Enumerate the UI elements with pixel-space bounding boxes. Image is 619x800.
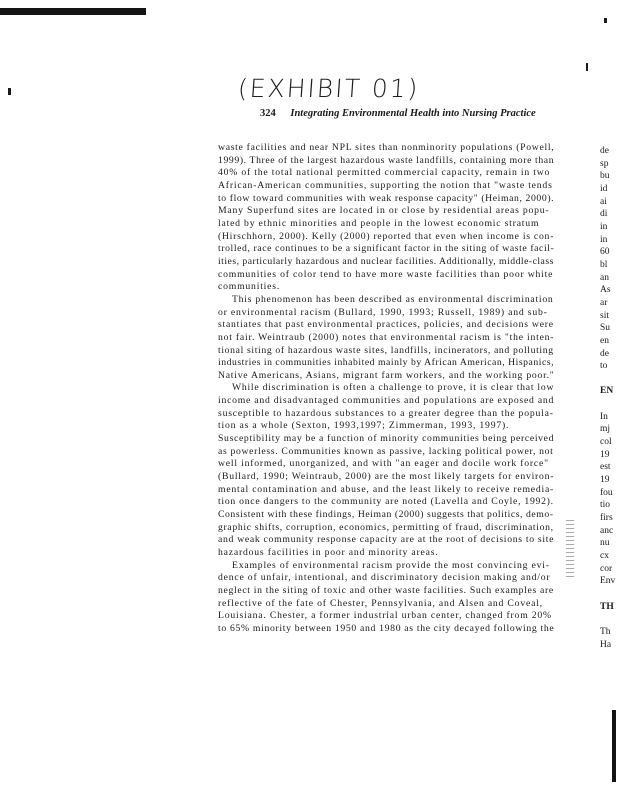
text-line: Native Americans, Asians, migrant farm workers, and the working poor." [218, 369, 555, 381]
text-line: ities, particularly hazardous and nuclear facilities. Additionally, middle-class [218, 255, 554, 267]
text-line: mental contamination and abuse, and the least likely to receive remedia- [218, 483, 555, 495]
fragment: de [600, 348, 609, 359]
fragment: id [600, 183, 608, 194]
fragment: Env [600, 576, 616, 587]
fragment: firs [600, 513, 613, 524]
exhibit-label: (EXHIBIT 01) [236, 74, 421, 103]
page-number: 324 [260, 108, 276, 119]
book-title: Integrating Environmental Health into Nursing Practice [290, 108, 536, 119]
fragment: en [600, 335, 609, 346]
text-line: to flow toward communities with weak response capacity" (Heiman, 2000). [218, 192, 555, 204]
text-line: Many Superfund sites are located in or close by residential areas popu- [218, 205, 550, 217]
text-line: graphic shifts, corruption, economics, permitting of fraud, discrimination, [218, 521, 554, 533]
text-line: 40% of the total national permitted commercial capacity, remain in two [218, 167, 551, 179]
fragment: an [600, 272, 609, 283]
fragment: 19 [600, 449, 610, 460]
scan-speck [586, 63, 588, 71]
text-line: trolled, race continues to be a significant factor in the siting of waste facil- [218, 243, 555, 255]
fragment: cx [600, 551, 609, 561]
text-line: African-American communities, supporting the notion that "waste tends [218, 179, 553, 191]
text-line: 1999). Three of the largest hazardous waste landfills, containing more than [218, 154, 555, 166]
text-line: waste facilities and near NPL sites than nonminority populations (Powell, [218, 142, 555, 153]
fragment: EN [600, 386, 614, 397]
text-line: or environmental racism (Bullard, 1990, 1993; Russell, 1989) and sub- [218, 306, 548, 318]
text-line: lated by ethnic minorities and people in the lowest economic stratum [218, 217, 540, 229]
text-line: communities of color tend to have more waste facilities than poor white [218, 268, 554, 280]
facing-page-fragments [600, 145, 619, 651]
text-line: income and disadvantaged communities and populations are exposed and [218, 395, 555, 407]
text-line: hazardous facilities in poor and minority areas. [218, 547, 439, 558]
text-line: susceptible to hazardous substances to a greater degree than the popula- [218, 407, 554, 419]
fragment: ar [600, 297, 608, 308]
body-text [218, 142, 554, 636]
text-line: tional siting of hazardous waste sites, landfills, incinerators, and polluting [218, 344, 554, 356]
fragment: de [600, 146, 609, 156]
fragment: est [600, 462, 611, 473]
fragment: to [600, 361, 608, 372]
text-line: This phenomenon has been described as environmental discrimination [232, 293, 554, 305]
fragment: ai [600, 196, 607, 207]
fragment: Ha [600, 639, 612, 650]
text-line: and weak community response capacity are at the root of decisions to site [218, 534, 555, 546]
fragment: nu [600, 538, 610, 549]
text-line: neglect in the siting of toxic and other waste facilities. Such examples are [218, 584, 554, 596]
fragment: TH [600, 601, 614, 612]
fragment: sp [600, 158, 609, 169]
fragment [600, 398, 619, 411]
text-line: Susceptibility may be a function of minority communities being perceived [218, 433, 555, 445]
text-line: communities. [218, 281, 281, 293]
fragment [600, 373, 619, 386]
fragment: fou [600, 487, 613, 498]
text-line: Louisiana. Chester, a former industrial urban center, changed from 20% [218, 610, 552, 622]
fragment: col [600, 437, 612, 448]
fragment: di [600, 209, 608, 220]
scan-edge-bar [612, 710, 616, 782]
fragment: in [600, 234, 608, 245]
text-line: not fair. Weintraub (2000) notes that environmental racism is "the inten- [218, 331, 555, 343]
text-line: tion once dangers to the community are noted (Lavella and Coyle, 1992). [218, 496, 554, 508]
fragment [600, 588, 619, 601]
fragment: anc [600, 525, 614, 536]
fragment: mj [600, 424, 611, 435]
fragment: bu [600, 171, 610, 182]
fragment: tio [600, 500, 611, 511]
scan-speck [604, 18, 607, 23]
text-line: to 65% minority between 1950 and 1980 as the city decayed following the [218, 622, 555, 634]
fragment: bl [600, 259, 608, 270]
fragment: In [600, 411, 608, 422]
text-line: (Bullard, 1990; Weintraub, 2000) are the most likely targets for environ- [218, 471, 555, 483]
fragment [600, 613, 619, 626]
text-line: dence of unfair, intentional, and discriminatory decision making and/or [218, 572, 551, 584]
text-line: industries in communities inhabited mainly by African American, Hispanics, [218, 357, 555, 369]
text-line: reflective of the fate of Chester, Pennsylvania, and Alsen and Coveal, [218, 597, 543, 609]
fragment: in [600, 221, 608, 232]
fragment: Th [600, 626, 611, 637]
fragment: cor [600, 563, 613, 574]
text-line: tion as a whole (Sexton, 1993,1997; Zimmerman, 1993, 1997). [218, 420, 510, 432]
text-line: Consistent with these findings, Heiman (2000) suggests that politics, demo- [218, 509, 554, 521]
text-line: (Hirschhorn, 2000). Kelly (2000) reported that even when income is con- [218, 230, 555, 242]
text-line: stantiates that past environmental practices, policies, and decisions were [218, 319, 554, 331]
text-line: well informed, unorganized, and with "an eager and docile work force" [218, 458, 549, 470]
scan-gutter-noise [566, 520, 574, 580]
fragment: 60 [600, 247, 610, 258]
text-line: While discrimination is often a challenge to prove, it is clear that low [232, 382, 555, 394]
fragment: sit [600, 310, 609, 321]
fragment: Su [600, 323, 611, 334]
text-line: as powerless. Communities known as passive, lacking political power, not [218, 445, 554, 457]
fragment: 19 [600, 475, 610, 486]
scan-speck [8, 88, 11, 95]
running-head [260, 108, 536, 119]
fragment: As [600, 285, 611, 296]
text-line: Examples of environmental racism provide the most convincing evi- [232, 559, 550, 571]
scan-edge-bar [0, 8, 146, 15]
